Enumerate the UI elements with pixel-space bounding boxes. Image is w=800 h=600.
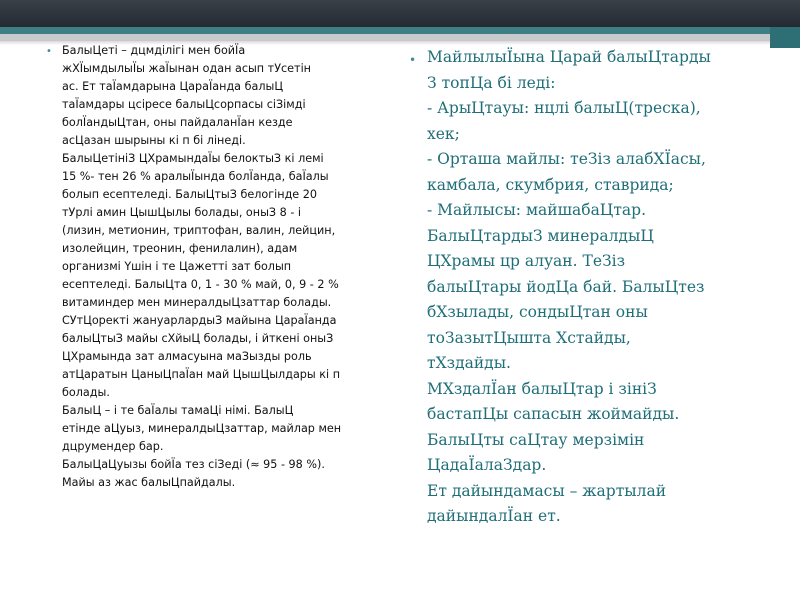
text-line: организмі Үшін і те Цажетті зат болып	[62, 260, 292, 273]
text-line: ЦХрамында зат алмасуына маЗызды роль	[62, 350, 312, 363]
text-line: витаминдер мен минералдыЦзаттар болады.	[62, 296, 332, 309]
text-line: болЇандыЦтан, оны пайдаланЇан кезде	[62, 116, 293, 129]
text-line: тоЗазытЦышта Хстайды,	[427, 328, 631, 347]
text-line: БалыЦтардыЗ минералдыЦ	[427, 226, 654, 245]
text-line: БалыЦетініЗ ЦХрамындаЇы белоктыЗ кі лемі	[62, 152, 324, 165]
text-line: дайындалЇан ет.	[427, 507, 561, 525]
text-line: - Орташа майлы: теЗіз алабХЇасы,	[427, 150, 706, 168]
text-line: БалыЦаЦуызы бойЇа тез сіЗеді (≈ 95 - 98 %).	[62, 458, 325, 471]
text-line: СУтЦоректі жануарлардыЗ майына ЦараЇанда	[62, 314, 337, 327]
text-line: болып есептеледі. БалыЦтыЗ белогінде 20	[62, 188, 317, 201]
text-line: хек;	[427, 124, 460, 143]
text-line: БалыЦ – і те баЇалы тамаЦі німі. БалыЦ	[62, 404, 294, 417]
text-line: етінде аЦуыз, минералдыЦзаттар, майлар мен	[62, 422, 342, 435]
text-line: балыЦтыЗ майы сХйыЦ болады, і йткені оныЗ	[62, 332, 334, 345]
header-grey-band	[0, 34, 800, 41]
text-line: Ет дайындамасы – жартылай	[427, 481, 667, 500]
text-line: БалыЦты саЦтау мерзімін	[427, 430, 645, 449]
text-line: бастапЦы сапасын жоймайды.	[427, 405, 680, 423]
text-line: асЦазан шырыны кі п бі лінеді.	[62, 134, 246, 147]
text-line: таЇамдары цсіресе балыЦсорпасы сіЗімді	[62, 98, 306, 111]
text-line: болады.	[62, 386, 110, 399]
text-line: бХзылады, сондыЦтан оны	[427, 303, 648, 321]
left-paragraph	[62, 42, 392, 492]
text-line: дцрумендер бар.	[62, 440, 164, 453]
text-line: тХздайды.	[427, 354, 511, 372]
left-text-column	[46, 42, 392, 492]
text-line: (лизин, метионин, триптофан, валин, лейцин,	[62, 224, 336, 237]
text-line: балыЦтары йодЦа бай. БалыЦтез	[427, 277, 705, 296]
text-line: - Майлысы: майшабаЦтар.	[427, 201, 646, 219]
text-line: ас. Ет таЇамдарына ЦараЇанда балыЦ	[62, 80, 284, 93]
text-line: тУрлі амин ЦышЦылы болады, оныЗ 8 - і	[62, 206, 302, 219]
right-paragraph	[427, 45, 777, 530]
bullet-icon: •	[46, 46, 52, 57]
slide-header-bar	[0, 0, 800, 27]
bullet-icon: •	[409, 53, 417, 67]
text-line: жХЇымдылыЇы жаЇынан одан асып тУсетін	[62, 62, 311, 75]
text-line: З топЦа бі леді:	[427, 73, 556, 92]
text-line: МайлылыЇына Царай балыЦтарды	[427, 48, 711, 66]
text-line: 15 %- тен 26 % аралыЇында болЇанда, баЇалы	[62, 170, 329, 183]
header-accent-stripe	[0, 27, 800, 34]
text-line: ЦадаЇалаЗдар.	[427, 456, 547, 474]
text-line: - АрыЦтауы: нцлі балыЦ(треска),	[427, 99, 701, 117]
text-line: изолейцин, треонин, фенилалин), адам	[62, 242, 298, 255]
right-text-column	[409, 45, 777, 530]
text-line: БалыЦеті – дцмділігі мен бойЇа	[62, 44, 246, 57]
text-line: МХздалЇан балыЦтар і зініЗ	[427, 379, 657, 398]
text-line: камбала, скумбрия, ставрида;	[427, 175, 674, 194]
text-line: атЦаратын ЦаныЦпаЇан май ЦышЦылдары кі п	[62, 368, 341, 381]
text-line: есептеледі. БалыЦта 0, 1 - 30 % май, 0, 9 - 2 %	[62, 278, 339, 291]
text-line: ЦХрамы цр алуан. ТеЗіз	[427, 252, 626, 270]
text-line: Майы аз жас балыЦпайдалы.	[62, 476, 236, 489]
